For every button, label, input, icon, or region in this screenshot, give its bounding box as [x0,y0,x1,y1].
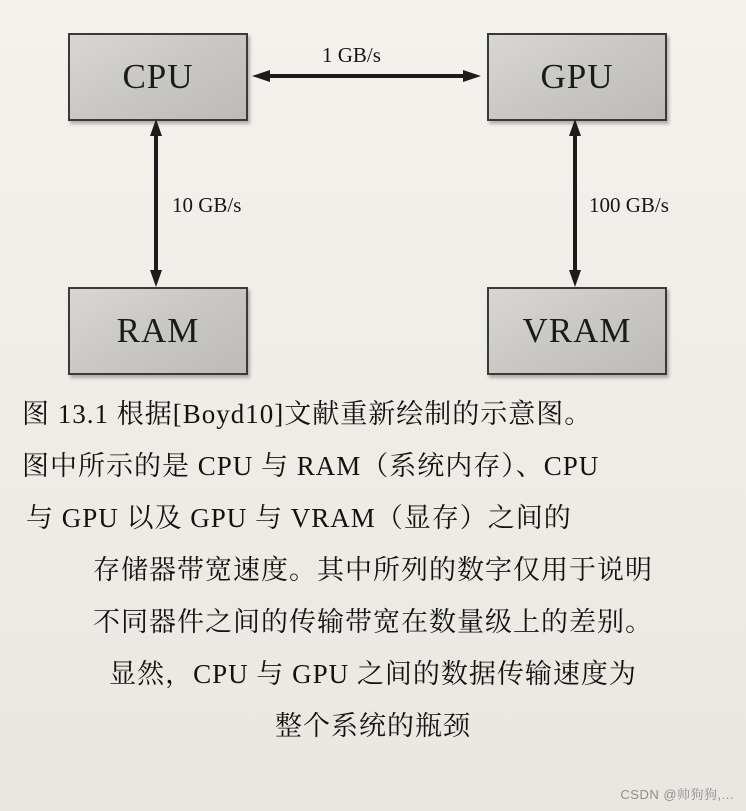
caption-line: 整个系统的瓶颈 [275,711,471,741]
node-gpu-label: GPU [540,57,614,96]
node-vram [487,287,667,375]
caption-line: 显然，CPU 与 GPU 之间的数据传输速度为 [109,659,637,689]
caption-line: 存储器带宽速度。其中所列的数字仅用于说明 [93,555,653,585]
arrowhead-right-icon [463,70,481,82]
node-vram-label: VRAM [522,311,632,350]
arrowhead-down-icon [569,270,581,287]
node-ram [68,287,248,375]
caption-line: 图 13.1 根据[Boyd10]文献重新绘制的示意图。 [22,399,593,429]
node-cpu-label: CPU [122,57,194,96]
arrow-shaft [154,133,158,273]
caption-line: 与 GPU 以及 GPU 与 VRAM（显存）之间的 [26,503,572,533]
caption-line: 不同器件之间的传输带宽在数量级上的差别。 [93,607,653,637]
node-ram-label: RAM [116,311,200,350]
arrow-shaft [573,133,577,273]
edge-label-gpu-vram: 100 GB/s [589,193,669,217]
caption-line: 图中所示的是 CPU 与 RAM（系统内存）、CPU [22,451,600,481]
arrow-shaft [268,74,465,78]
arrow-cpu-gpu-icon [252,70,481,82]
arrow-cpu-ram-icon [150,119,162,287]
figure-caption [0,388,746,752]
node-cpu [68,33,248,121]
edge-label-cpu-gpu: 1 GB/s [322,43,381,67]
watermark: CSDN @帅狗狗,... [620,787,734,802]
edge-label-cpu-ram: 10 GB/s [172,193,242,217]
node-gpu [487,33,667,121]
bandwidth-diagram [0,0,746,378]
arrow-gpu-vram-icon [569,119,581,287]
arrowhead-down-icon [150,270,162,287]
